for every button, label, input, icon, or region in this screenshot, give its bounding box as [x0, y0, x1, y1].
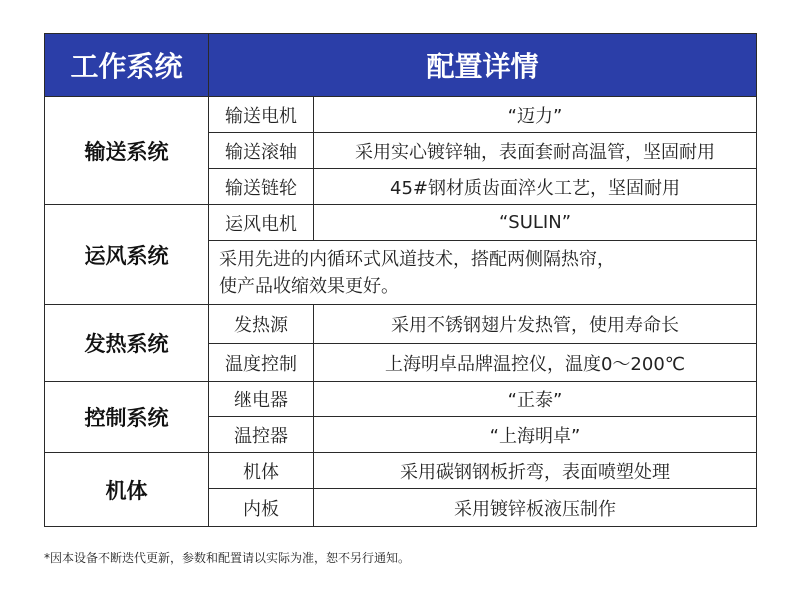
detail-text: “SULIN”	[314, 205, 757, 241]
table-row	[45, 382, 757, 417]
detail-text: 采用碳钢钢板折弯，表面喷塑处理	[314, 453, 757, 489]
component-label: 内板	[209, 489, 314, 527]
component-label: 输送链轮	[209, 169, 314, 205]
airflow-note-line1: 采用先进的内循环式风道技术，搭配两侧隔热帘，	[219, 248, 615, 270]
table-row	[45, 305, 757, 344]
detail-text: “上海明卓”	[314, 417, 757, 453]
header-row	[45, 34, 757, 97]
component-label: 发热源	[209, 305, 314, 344]
header-work-system: 工作系统	[45, 34, 209, 97]
component-label: 输送电机	[209, 97, 314, 133]
airflow-note	[209, 241, 757, 305]
detail-text: 采用镀锌板液压制作	[314, 489, 757, 527]
detail-text: 采用实心镀锌轴，表面套耐高温管，坚固耐用	[314, 133, 757, 169]
spec-table	[44, 33, 757, 527]
system-name-body: 机体	[45, 453, 209, 527]
system-name-conveying: 输送系统	[45, 97, 209, 205]
detail-text: 45#钢材质齿面淬火工艺，坚固耐用	[314, 169, 757, 205]
system-name-control: 控制系统	[45, 382, 209, 453]
table-row	[45, 453, 757, 489]
component-label: 温度控制	[209, 344, 314, 382]
footnote: *因本设备不断迭代更新，参数和配置请以实际为准，恕不另行通知。	[44, 551, 411, 565]
table-row	[45, 205, 757, 241]
detail-text: 上海明卓品牌温控仪，温度0～200℃	[314, 344, 757, 382]
system-name-heating: 发热系统	[45, 305, 209, 382]
header-config-details: 配置详情	[209, 34, 757, 97]
system-name-airflow: 运风系统	[45, 205, 209, 305]
detail-text: “迈力”	[314, 97, 757, 133]
component-label: 输送滚轴	[209, 133, 314, 169]
airflow-note-line2: 使产品收缩效果更好。	[219, 275, 399, 297]
component-label: 运风电机	[209, 205, 314, 241]
detail-text: 采用不锈钢翅片发热管，使用寿命长	[314, 305, 757, 344]
detail-text: “正泰”	[314, 382, 757, 417]
component-label: 继电器	[209, 382, 314, 417]
table-row	[45, 97, 757, 133]
component-label: 机体	[209, 453, 314, 489]
component-label: 温控器	[209, 417, 314, 453]
